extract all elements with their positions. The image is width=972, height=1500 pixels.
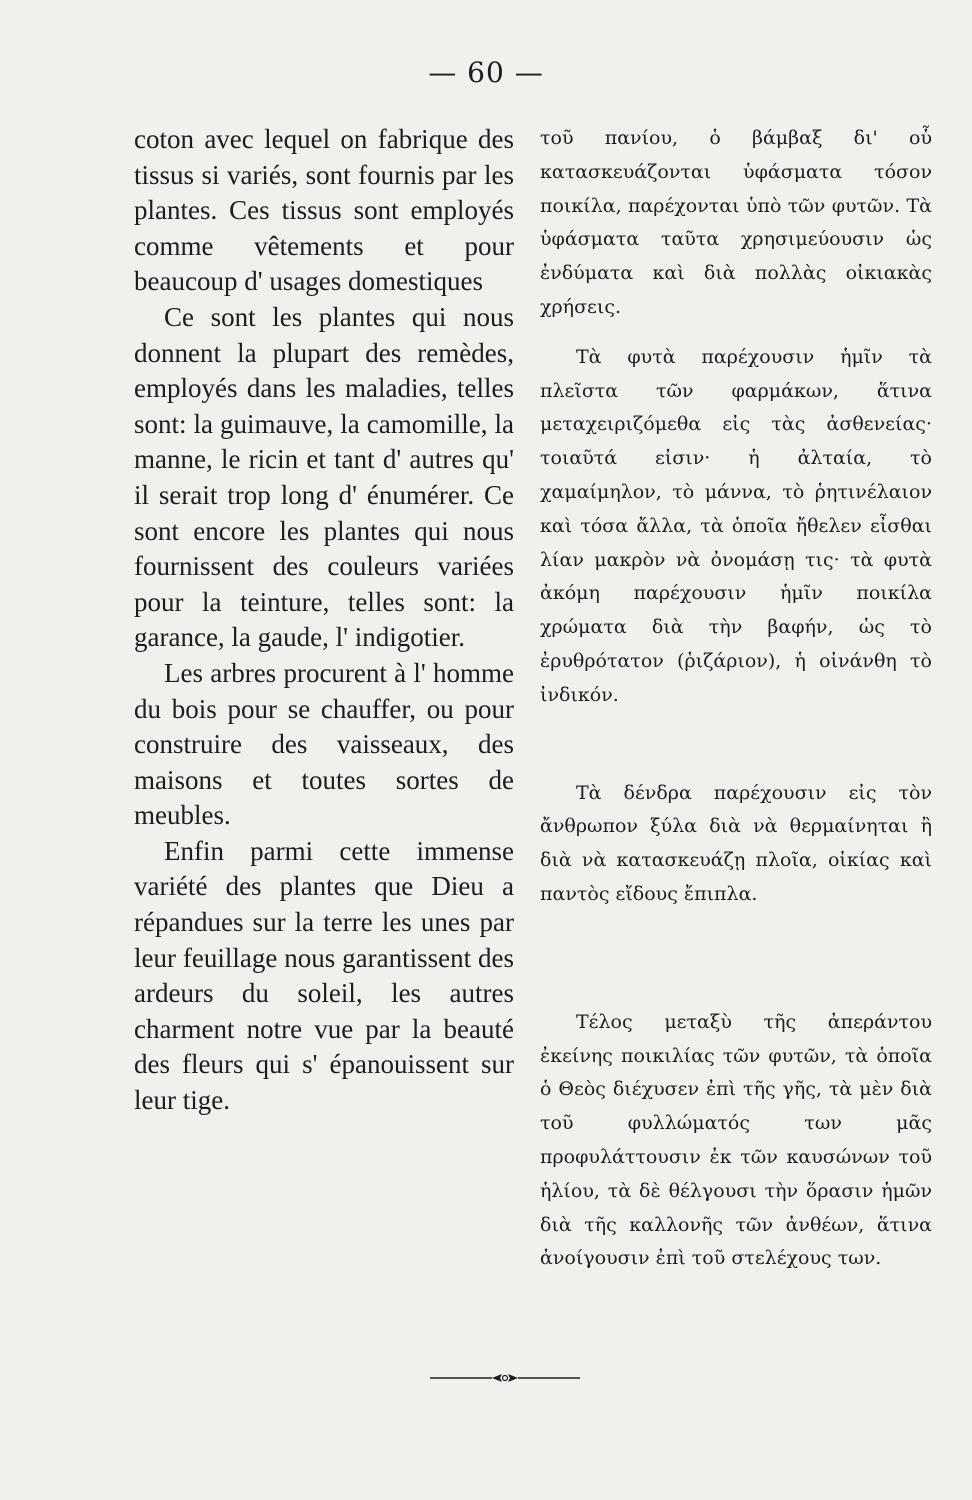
page-number: — 60 — [428, 56, 544, 89]
ornamental-separator [430, 1372, 580, 1384]
greek-paragraph-2: Τὰ φυτὰ παρέχουσιν ἡμῖν τὰ πλεῖστα τῶν φαρμάκων, ἅτινα μεταχειριζόμεθα εἰς τὰς ἀσθενείας· τοιαῦτά εἰσιν· ἡ ἀλταία, τὸ χαμαίμηλον, τὸ μάννα, τὸ ῥητινέλαιον καὶ τόσα ἄλλα, τὰ ὁποῖα ἤθελεν εἶσθαι λίαν μακρὸν νὰ ὀνομάσῃ τις· τὰ φυτὰ ἀκόμη παρέχουσιν ἡμῖν ποικίλα χρώματα διὰ τὴν βαφήν, ὡς τὸ ἐρυθρότατον (ῥιζάριον), ἡ οἰνάνθη τὸ ἰνδικόν. [540, 345, 932, 706]
greek-column [540, 122, 932, 1276]
greek-paragraph-3: Τὰ δένδρα παρέχουσιν εἰς τὸν ἄνθρωπον ξύλα διὰ νὰ θερμαίνηται ἢ διὰ νὰ κατασκευάζῃ πλοῖα, οἰκίας καὶ παντὸς εἴδους ἔπιπλα. [540, 781, 932, 905]
greek-paragraph-1: τοῦ πανίου, ὁ βάμβαξ δι' οὗ κατασκευάζονται ὑφάσματα τόσον ποικίλα, παρέχονται ὑπὸ τῶν φυτῶν. Τὰ ὑφάσματα ταῦτα χρησιμεύουσιν ὡς ἐνδύματα καὶ διὰ πολλὰς οἰκιακὰς χρήσεις. [540, 127, 932, 318]
french-paragraph-2: Ce sont les plantes qui nous donnent la plupart des remèdes, employés dans les maladies, telles sont: la guimauve, la camomille, la manne, le ricin et tant d' autres qu' il serait trop long d' énumérer. Ce sont encore les plantes qui nous fournissent des couleurs variées pour la teinture, telles sont: la garance, la gaude, l' indigotier. [134, 301, 514, 653]
french-column [134, 122, 514, 1119]
french-paragraph-4: Enfin parmi cette immense variété des plantes que Dieu a répandues sur la terre les unes par leur feuillage nous garantissent des ardeurs du soleil, les autres charment notre vue par la beauté des fleurs qui s' épanouissent sur leur tige. [134, 835, 514, 1116]
greek-paragraph-4: Τέλος μεταξὺ τῆς ἀπεράντου ἐκείνης ποικιλίας τῶν φυτῶν, τὰ ὁποῖα ὁ Θεὸς διέχυσεν ἐπὶ τῆς γῆς, τὰ μὲν διὰ τοῦ φυλλώματός των μᾶς προφυλάττουσιν ἐκ τῶν καυσώνων τοῦ ἡλίου, τὰ δὲ θέλγουσι τὴν ὅρασιν ἡμῶν διὰ τῆς καλλονῆς τῶν ἀνθέων, ἅτινα ἀνοίγουσιν ἐπὶ τοῦ στελέχους των. [540, 1010, 932, 1270]
french-paragraph-1: coton avec lequel on fabrique des tissus si variés, sont fournis par les plantes. Ces tissus sont employés comme vêtements et pour beaucoup d' usages domestiques [134, 124, 514, 297]
french-paragraph-3: Les arbres procurent à l' homme du bois pour se chauffer, ou pour construire des vaisseaux, des maisons et toutes sortes de meubles. [134, 657, 514, 831]
